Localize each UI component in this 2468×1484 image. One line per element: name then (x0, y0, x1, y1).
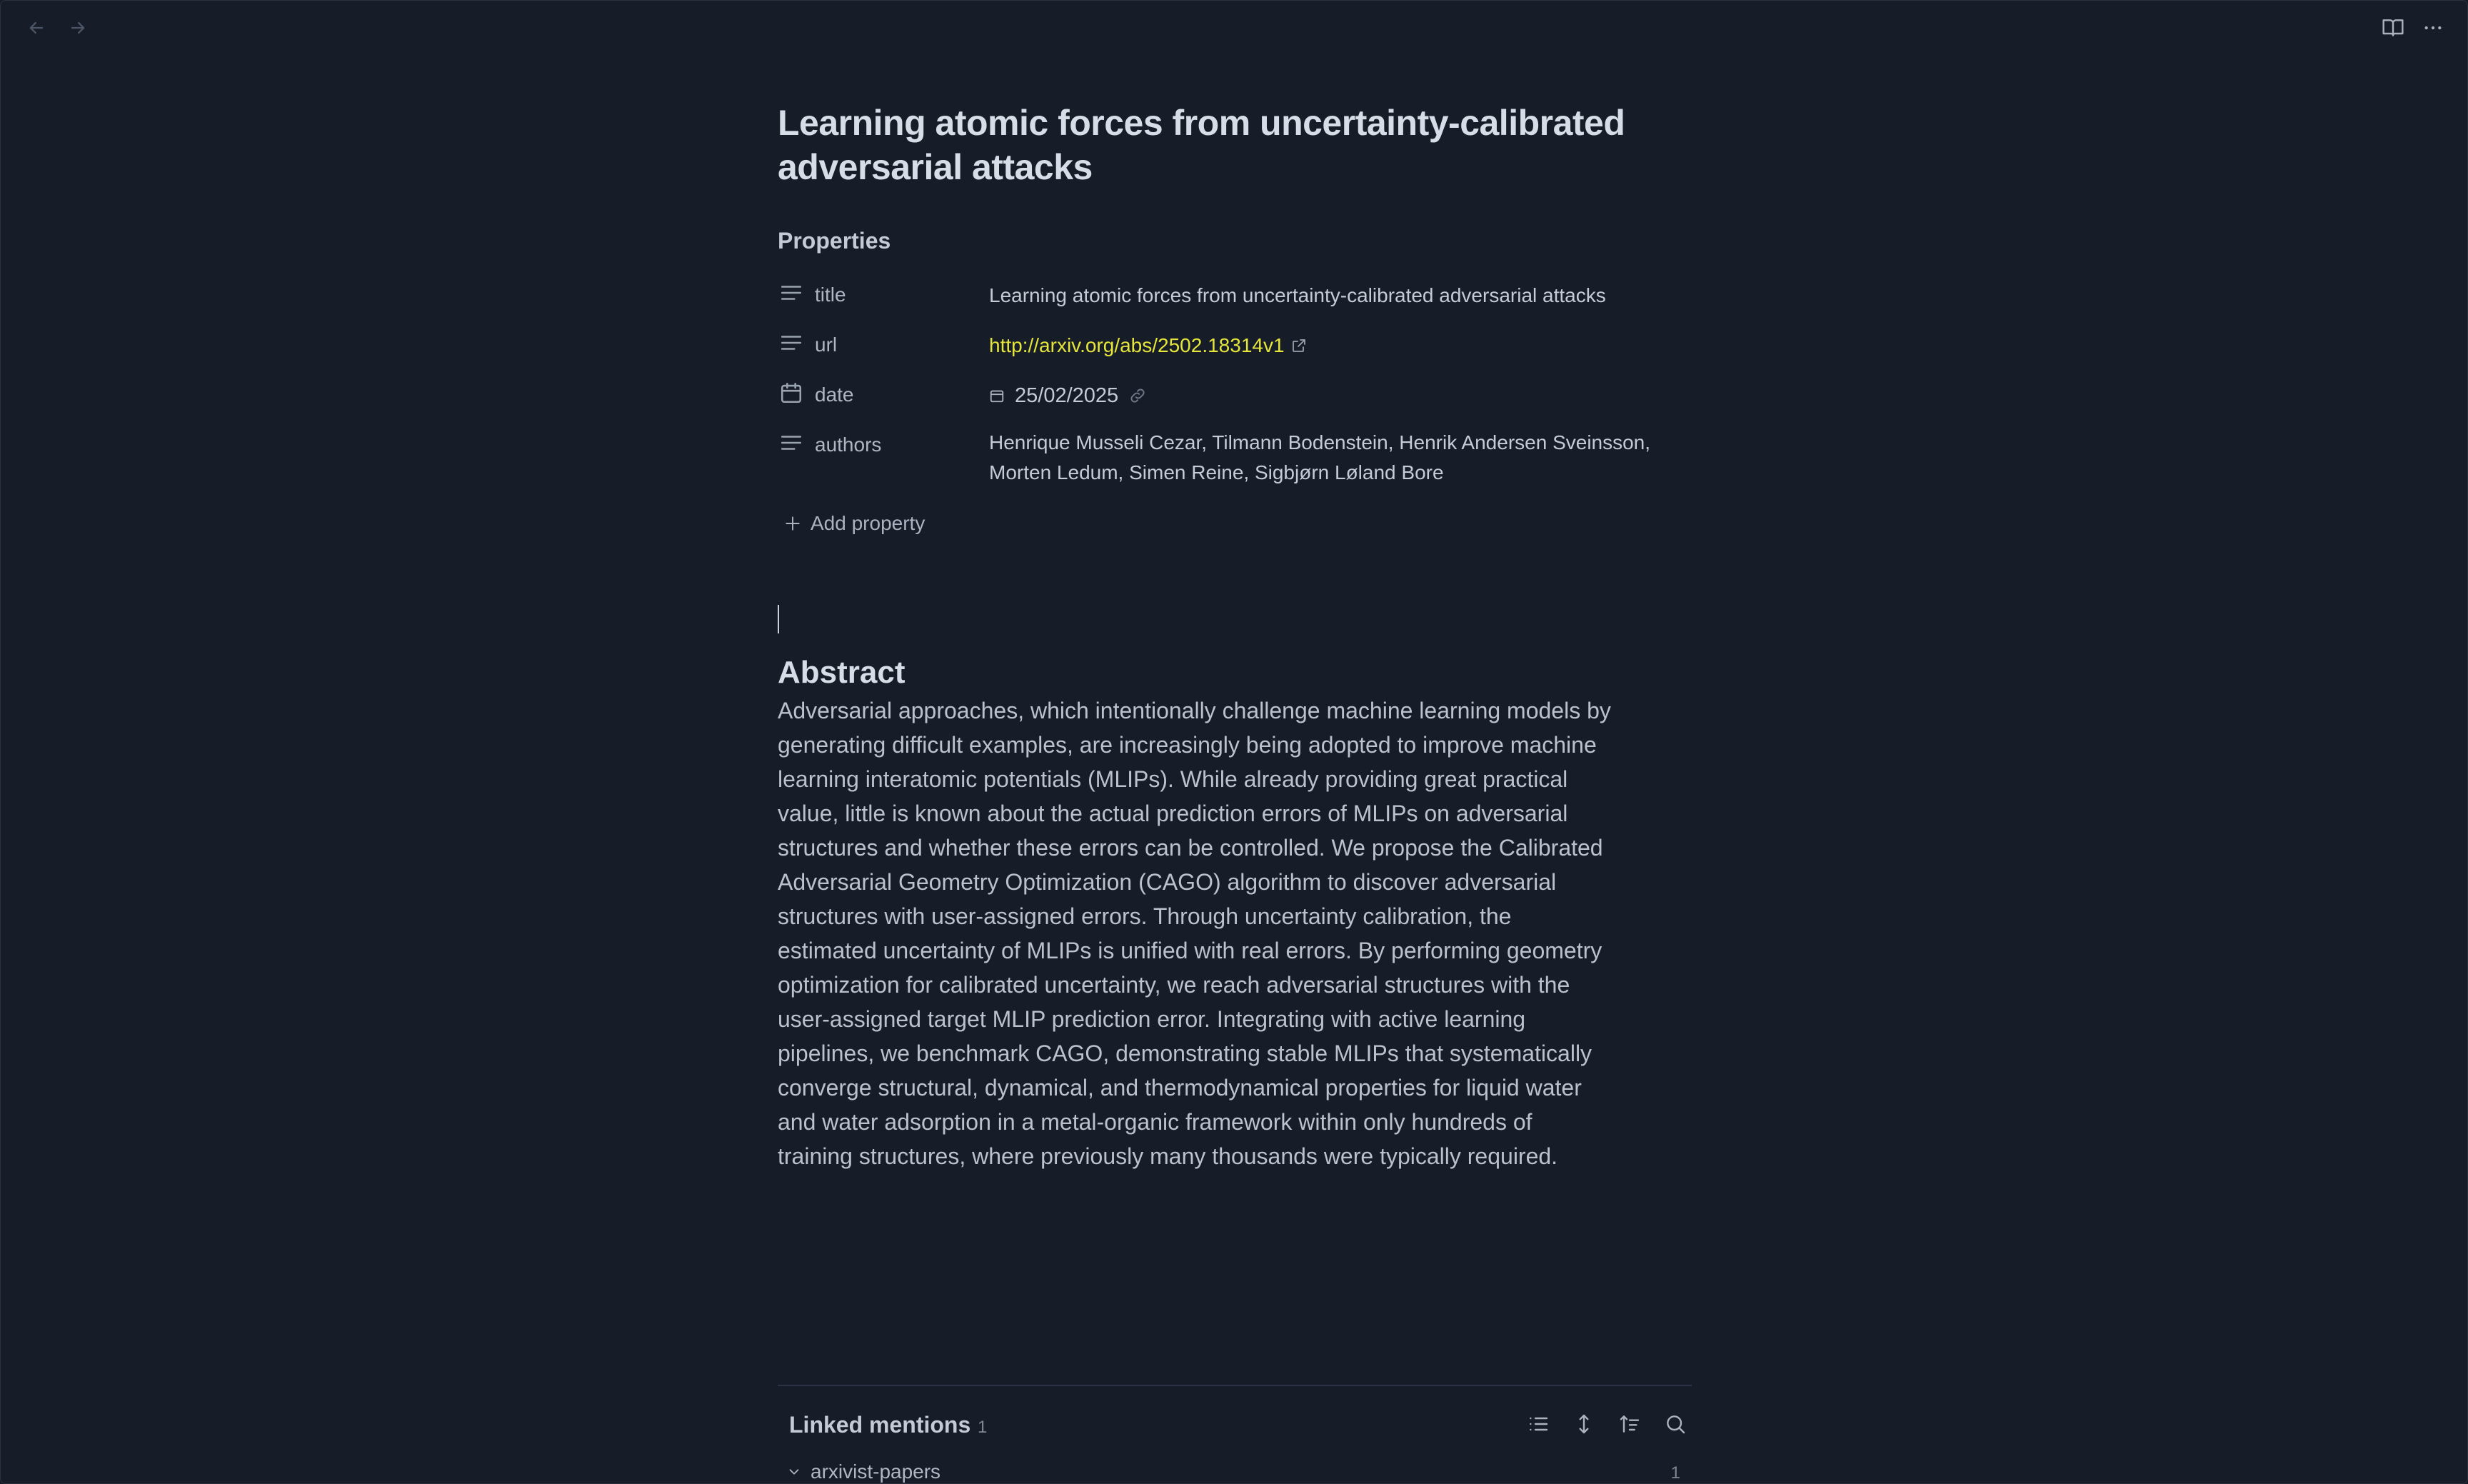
link-icon[interactable] (1128, 386, 1147, 405)
search-button[interactable] (1659, 1408, 1692, 1440)
list-view-button[interactable] (1522, 1408, 1555, 1440)
date-field[interactable] (989, 381, 1147, 411)
property-value[interactable]: Henrique Musseli Cezar, Tilmann Bodenstein, Henrik Andersen Sveinsson, Morten Ledum, Simen Reine, Sigbjørn Løland Bore (989, 431, 1651, 483)
more-options-button[interactable] (2417, 14, 2449, 42)
property-key[interactable]: title (815, 284, 846, 306)
external-link-icon (1290, 337, 1308, 354)
more-horizontal-icon (2422, 16, 2444, 39)
property-date[interactable] (778, 375, 1699, 418)
linked-mention-group[interactable] (786, 1460, 940, 1483)
text-cursor (778, 605, 779, 633)
arrow-left-icon (26, 18, 46, 38)
list-icon (1527, 1413, 1550, 1435)
expand-vertical-icon (1572, 1413, 1595, 1435)
url-text[interactable]: http://arxiv.org/abs/2502.18314v1 (989, 334, 1285, 356)
text-lines-icon (779, 281, 803, 305)
linked-mentions-title[interactable]: Linked mentions (789, 1412, 971, 1438)
abstract-heading[interactable]: Abstract (778, 655, 906, 690)
forward-button[interactable] (64, 15, 92, 41)
property-authors[interactable] (778, 425, 1699, 496)
linked-mention-group-count: 1 (1670, 1463, 1680, 1483)
search-icon (1664, 1413, 1687, 1435)
properties-heading[interactable]: Properties (778, 228, 891, 254)
property-title[interactable] (778, 275, 1699, 318)
back-button[interactable] (22, 15, 51, 41)
arrow-right-icon (68, 18, 88, 38)
plus-icon (783, 514, 802, 533)
linked-mentions-count: 1 (978, 1418, 988, 1437)
linked-mentions-panel (778, 1385, 1692, 1483)
note-title[interactable]: Learning atomic forces from uncertainty-calibrated adversarial attacks (778, 103, 1625, 187)
text-lines-icon (779, 331, 803, 355)
url-link[interactable] (989, 331, 1308, 361)
reading-view-button[interactable] (2377, 14, 2409, 42)
property-value[interactable]: Learning atomic forces from uncertainty-calibrated adversarial attacks (989, 284, 1606, 306)
abstract-body[interactable]: Adversarial approaches, which intentionally challenge machine learning models by generating difficult examples, are increasingly being adopted to improve machine learning interatomic potentials (MLIPs). While already providing great practical value, little is known about the actual prediction errors of MLIPs on adversarial structures and whether these errors can be controlled. We propose the Calibrated Adversarial Geometry Optimization (CAGO) algorithm to discover adversarial structures with user-assigned errors. Through uncertainty calibration, the estimated uncertainty of MLIPs is unified with real errors. By performing geometry optimization for calibrated uncertainty, we reach adversarial structures with the user-assigned target MLIP prediction error. Integrating with active learning pipelines, we benchmark CAGO, demonstrating stable MLIPs that systematically converge structural, dynamical, and thermodynamical properties for liquid water and water adsorption in a metal-organic framework within only hundreds of training structures, where previously many thousands were typically required. (778, 698, 1611, 1169)
sort-button[interactable] (1613, 1408, 1646, 1440)
calendar-small-icon (989, 388, 1005, 403)
property-key[interactable]: url (815, 334, 838, 356)
add-property-button[interactable] (783, 512, 925, 535)
book-open-icon (2382, 16, 2404, 39)
add-property-label: Add property (811, 512, 926, 534)
linked-mentions-toolbar (1522, 1408, 1692, 1440)
property-key[interactable]: date (815, 383, 854, 406)
chevron-down-icon (786, 1464, 802, 1480)
property-key[interactable]: authors (815, 433, 882, 456)
property-url[interactable] (778, 325, 1699, 368)
text-lines-icon (779, 431, 803, 455)
sort-icon (1618, 1413, 1641, 1435)
calendar-icon (779, 381, 803, 405)
linked-mention-label: arxivist-papers (811, 1460, 941, 1483)
expand-button[interactable] (1567, 1408, 1600, 1440)
date-value[interactable]: 25/02/2025 (1015, 384, 1119, 407)
